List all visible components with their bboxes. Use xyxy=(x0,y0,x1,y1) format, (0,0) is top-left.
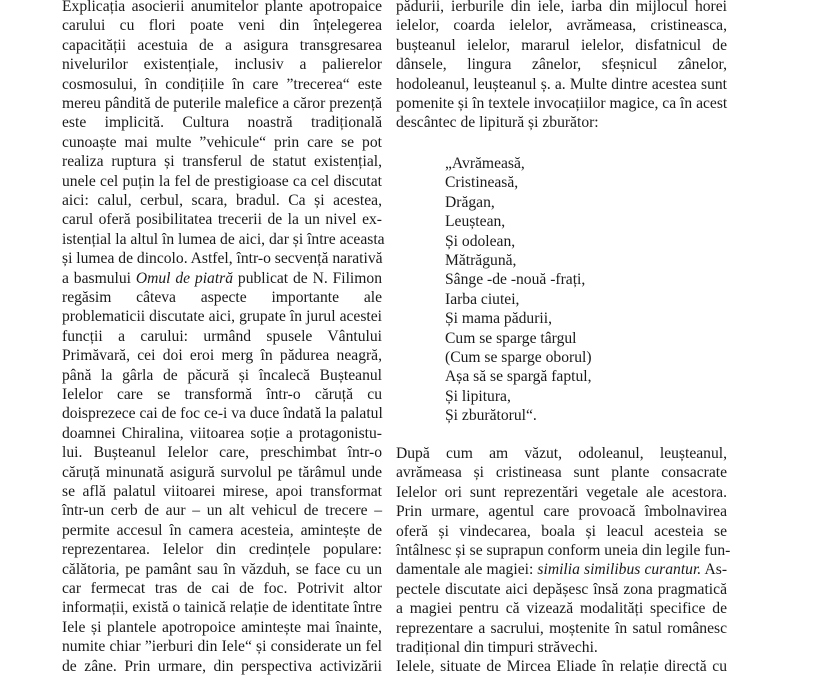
text-line-content: regăsim câteva aspecte importante ale xyxy=(62,289,382,306)
text-line xyxy=(62,501,382,520)
text-line-content: cosmosului, în condițiile în care ”trecerea“ este xyxy=(62,75,382,93)
text-line-content: mereu pândită de puterile malefice a căror prezență xyxy=(62,95,382,112)
text-line-content: reprezentare a sacrului, moștenite în satul românesc xyxy=(396,619,727,637)
text-line xyxy=(62,540,382,559)
italic-term: Omul de piatră xyxy=(135,269,234,287)
text-line xyxy=(396,599,727,618)
text-line xyxy=(396,619,727,638)
text-line xyxy=(62,152,382,171)
text-line xyxy=(62,133,382,152)
text-line-content: întâlnesc și se suprapun conform uneia din legile fun- xyxy=(396,542,731,559)
text-line-content: căruță minunată asigură survolul pe tărâmul unde xyxy=(62,463,382,481)
text-line-content: realiza ruptura și transferul de statut existențial, xyxy=(62,153,382,171)
text-line-content: doamnei Chiralina, viitoarea soție a protagonistu- xyxy=(62,424,382,442)
text-line xyxy=(62,172,382,191)
text-line-content: carul oferă posibilitatea trecerii de la un nivel ex- xyxy=(62,211,382,229)
text-line-content: car fermecat tras de cai de foc. Potrivit altor xyxy=(62,580,382,597)
text-line-content: Primăvară, cei doi eroi merg în pădurea neagră, xyxy=(62,347,382,365)
text-line-content: a magiei pentru că vizează modalități specifice de xyxy=(396,600,727,618)
text-line-content: oferă și vindecarea, boala și leacul acesteia se xyxy=(396,522,727,540)
text-line xyxy=(62,618,382,637)
text-line-content: După cum am văzut, odoleanul, leușteanul, xyxy=(396,445,727,462)
text-line xyxy=(62,288,382,307)
text-line xyxy=(62,560,382,579)
text-line-content: dânsele, lingura zânelor, sfeșnicul zânelor, xyxy=(396,56,727,74)
text-line-content: Prin urmare, agentul care provoacă îmbolnavirea xyxy=(396,503,727,521)
text-line xyxy=(396,638,727,657)
text-line-content: reprezentarea. Ielelor din credințele populare: xyxy=(62,541,382,559)
poem-verse: Mătrăgună, xyxy=(445,252,517,269)
text-line xyxy=(396,94,727,113)
text-line-content: descântec de lipitură și zburător: xyxy=(396,114,599,132)
text-line-content: capacității acestuia de a asigura transgresarea xyxy=(62,36,382,54)
text-line xyxy=(62,210,382,229)
text-line xyxy=(396,541,731,560)
text-line xyxy=(62,16,382,35)
text-line-content: permite accesul în camera acesteia, amintește de xyxy=(62,521,382,539)
text-line-content: informații, există o tainică relație de identitate între xyxy=(62,599,382,617)
text-line xyxy=(62,598,382,617)
text-line-content: într-un cerb de aur – un alt vehicul de trecere – xyxy=(62,502,382,520)
text-line-content: tradițional din timpuri străvechi. xyxy=(396,639,598,656)
text-line xyxy=(396,16,727,35)
text-line-content: avrămeasa și cristineasa sunt plante consacrate xyxy=(396,464,727,482)
poem-verse: Drăgan, xyxy=(445,193,495,211)
text-line xyxy=(62,424,382,443)
text-line xyxy=(62,385,382,404)
poem-verse: Și mama pădurii, xyxy=(445,310,552,328)
text-line-content: bușteanul ielelor, mararul ielelor, disfatnicul de xyxy=(396,36,727,54)
text-line xyxy=(396,463,727,482)
text-line-content: călătoria, pe pamânt sau în văzduh, se face cu un xyxy=(62,560,382,578)
text-line-content: Ielele, situate de Mircea Eliade în relație directă cu xyxy=(396,658,727,676)
text-line xyxy=(62,191,382,210)
poem-verse: Așa să se spargă faptul, xyxy=(445,368,592,386)
poem-verse: Cristineasă, xyxy=(445,174,519,192)
text-line-content: pectele discutate aici depășesc însă zona pragmatică xyxy=(396,580,727,598)
text-line xyxy=(396,444,727,463)
poem-verse: (Cum se sparge oborul) xyxy=(445,349,592,366)
text-line xyxy=(62,346,382,365)
text-line-content: nivelurilor existențiale, inclusiv a palierelor xyxy=(62,56,382,74)
text-line xyxy=(396,55,727,74)
text-line xyxy=(396,36,727,55)
text-line-content: Ielelor ori sunt reprezentări vegetale ale acestora. xyxy=(396,483,727,501)
text-line xyxy=(62,404,382,423)
text-line xyxy=(396,483,727,502)
text-line xyxy=(62,366,382,385)
text-line xyxy=(62,55,382,74)
text-line xyxy=(396,502,727,521)
text-line xyxy=(396,522,727,541)
text-line xyxy=(62,521,382,540)
text-line xyxy=(62,0,382,16)
text-line xyxy=(62,637,382,656)
text-line xyxy=(62,36,382,55)
text-line-continuation: publicat de N. Filimon xyxy=(233,269,382,287)
text-line xyxy=(396,113,727,132)
text-line-content: doisprezece cai de foc ce-i va duce îndată la palatul xyxy=(62,405,383,423)
text-line-content: cunoaște mai multe ”vehicule“ prin care se pot xyxy=(62,133,382,151)
text-line-content: a basmului xyxy=(62,269,131,287)
text-line xyxy=(62,113,382,132)
poem-verse: Și odolean, xyxy=(445,232,516,250)
poem-verse: Și zburătorul“. xyxy=(445,407,537,425)
text-line xyxy=(62,327,382,346)
text-line xyxy=(62,269,382,288)
text-line-content: hodoleanul, leușteanul ș. a. Multe dintre acestea sunt xyxy=(396,75,727,93)
text-line xyxy=(62,463,382,482)
poem-verse: Cum se sparge târgul xyxy=(445,329,577,347)
text-line-content: problematicii discutate aici, grupate în jurul acestei xyxy=(62,308,382,326)
text-line xyxy=(62,307,382,326)
italic-term: similia similibus curantur. xyxy=(537,561,702,579)
text-line-content: numite chiar ”ierburi din Iele“ și considerate un fel xyxy=(62,638,382,656)
poem-verse: Și lipitura, xyxy=(445,387,511,405)
poem-verse: Leuștean, xyxy=(445,213,506,231)
text-line xyxy=(62,249,382,268)
text-line-content: istențial la altul în lumea de aici, dar și între aceasta xyxy=(62,230,385,248)
text-line-content: unele cel puțin la fel de prestigioase ca cel discutat xyxy=(62,172,382,190)
poem-verse: „Avrămeasă, xyxy=(445,155,525,172)
text-line xyxy=(396,580,727,599)
text-line-content: aici: calul, cerbul, scara, bradul. Ca și acestea, xyxy=(62,192,382,209)
text-line xyxy=(62,94,382,113)
text-line xyxy=(396,657,727,676)
text-line xyxy=(62,75,382,94)
text-line-content: pomenite și în textele invocațiilor magice, ca în acest xyxy=(396,95,728,112)
text-line-continuation: As- xyxy=(701,561,728,579)
text-line-content: carului cu flori poate veni din înțelegerea xyxy=(62,17,382,35)
text-line xyxy=(396,560,727,579)
text-line-content: de zâne. Prin urmare, din perspectiva activizării xyxy=(62,657,382,675)
text-line xyxy=(396,75,727,94)
text-line-content: Explicația asocierii anumitelor plante apotropaice xyxy=(62,0,382,15)
poem-verse: Iarba ciutei, xyxy=(445,290,520,308)
text-line-content: funcții a carului: urmând spusele Vântului xyxy=(62,327,382,345)
text-line-content: pădurii, ierburile din iele, iarba din mijlocul horei xyxy=(396,0,727,15)
text-line-content: ielelor, coarda ielelor, avrămeasa, cristineasca, xyxy=(396,17,727,35)
text-line-content: Ielelor care se transformă într-o căruță cu xyxy=(62,386,382,403)
text-line xyxy=(62,657,382,676)
text-line-content: se află palatul viitoarei mirese, apoi transformat xyxy=(62,483,382,500)
text-line xyxy=(396,0,727,16)
poem-verse: Sânge -de -nouă -frați, xyxy=(445,271,586,289)
text-line-content: până la gârla de păcură și încalecă Bușteanul xyxy=(62,366,382,384)
text-line xyxy=(62,443,382,462)
text-line xyxy=(62,579,382,598)
text-line-content: lui. Bușteanul Ielelor care, preschimbat într-o xyxy=(62,444,382,462)
text-line-content: Iele și plantele apotropoice amintește mai înainte, xyxy=(62,618,382,636)
text-line-content: și lumea de dincolo. Astfel, într-o secvență narativă xyxy=(62,250,383,268)
text-line-content: este implicită. Cultura noastră tradițională xyxy=(62,114,382,132)
text-line-content: damentale ale magiei: xyxy=(396,561,534,579)
text-line xyxy=(62,230,385,249)
text-line xyxy=(62,482,382,501)
